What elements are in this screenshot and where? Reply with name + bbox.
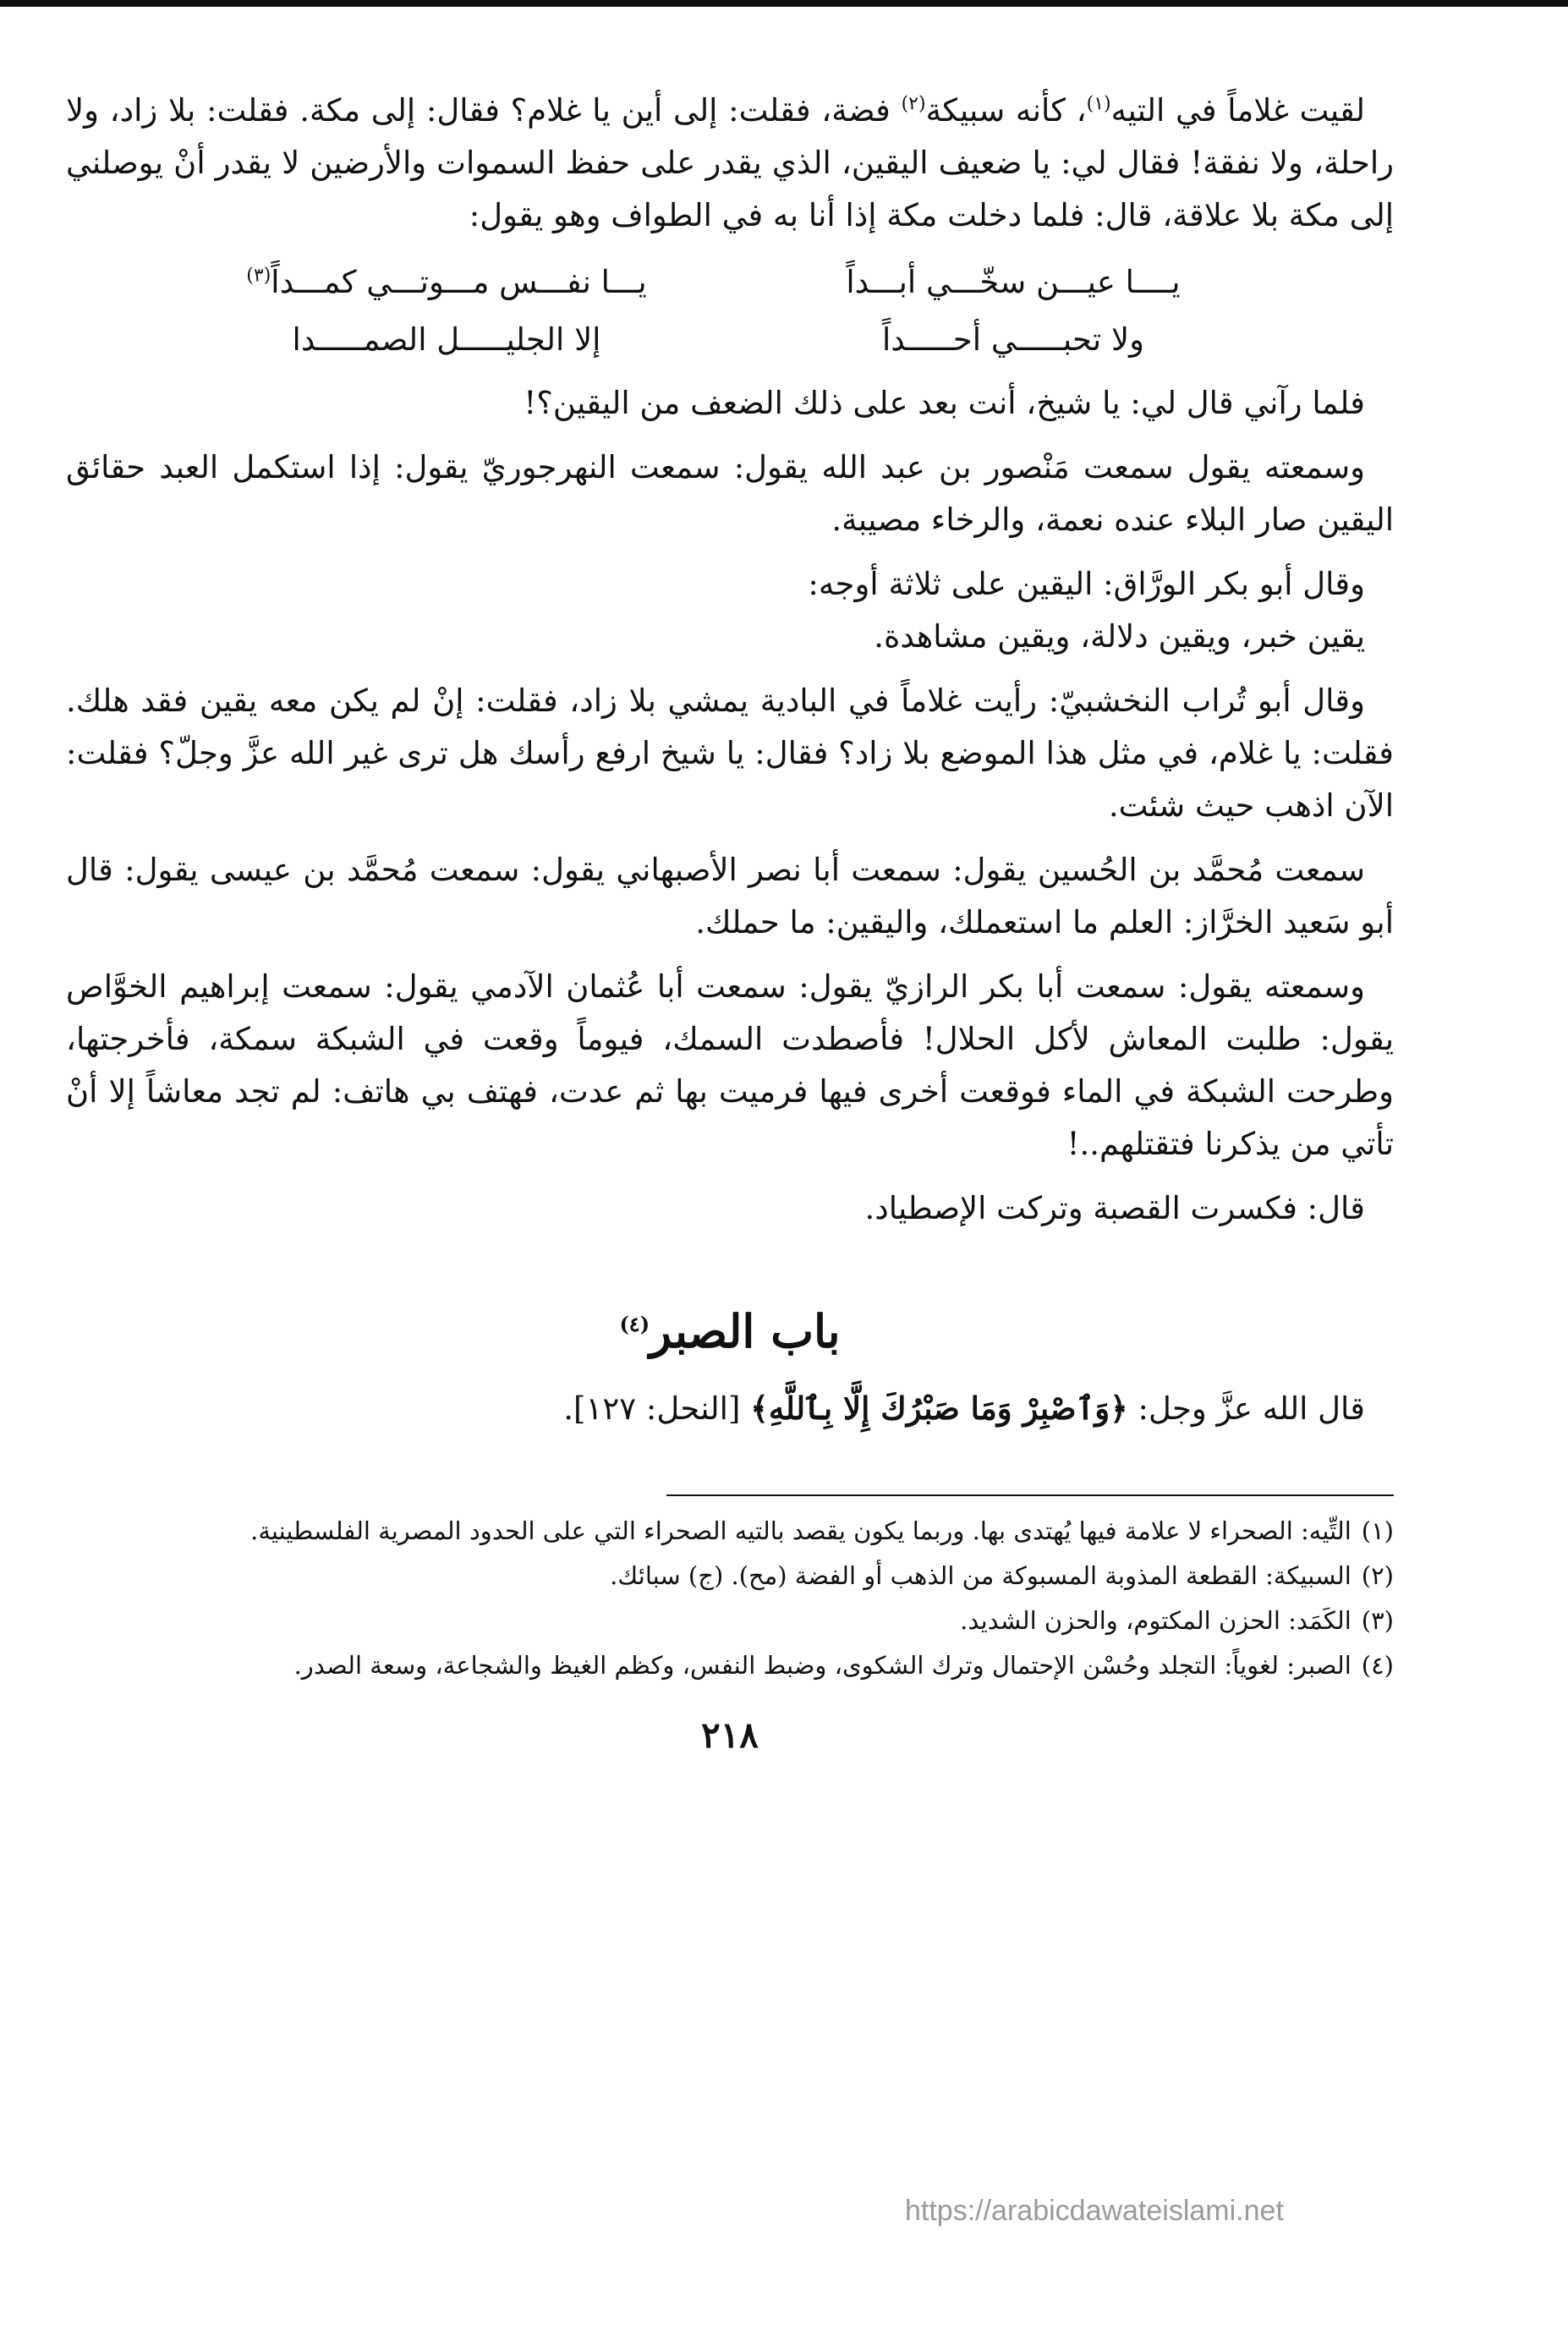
body-paragraph: قال: فكسرت القصبة وتركت الإصطياد. (864, 1190, 1365, 1226)
footnote-ref-1: (١) (1086, 93, 1111, 115)
verse-first-hemistich: ولا تحبـــــي أحـــــداً (882, 321, 1144, 358)
verse-first-hemistich: يــــا عيـــن سخّـــي أبـــداً (846, 264, 1181, 300)
footnote-number: (٣) (1361, 1606, 1394, 1635)
book-page (66, 85, 1394, 1756)
footnote-item (66, 1646, 1394, 1686)
footnote-ref-2: (٢) (901, 93, 926, 115)
watermark-url: https://arabicdawateislami.net (905, 2195, 1284, 2227)
chapter-heading (66, 1297, 1394, 1365)
opening-text-3: فضة، فقلت: إلى أين يا غلام؟ فقال: إلى مكة. فقلت: بلا زاد، ولا راحلة، ولا نفقة! فقال لي: يا ضعيف اليقين، الذي يقدر على حفظ السموات والأرضين لا يقدر أنْ يوصلني إلى مكة بلا علاقة، قال: فلما دخلت مكة إذا أنا به في الطواف وهو يقول: (66, 92, 1394, 233)
body-paragraph: فلما رآني قال لي: يا شيخ، أنت بعد على ذلك الضعف من اليقين؟! (524, 385, 1365, 421)
footnotes-section (66, 1511, 1394, 1686)
hemistich-text: يـــا نفـــس مـــوتـــي كمـــداً (271, 264, 647, 300)
quran-verse: ﴿وَٱصْبِرْ وَمَا صَبْرُكَ إِلَّا بِٱللَّهِ﴾ (750, 1390, 1128, 1427)
quran-intro: قال الله عزَّ وجل: (1127, 1390, 1365, 1427)
footnote-item (66, 1511, 1394, 1551)
body-paragraph: وسمعته يقول: سمعت أبا بكر الرازيّ يقول: سمعت أبا عُثمان الآدمي يقول: سمعت إبراهيم الخوَّاص يقول: طلبت المعاش لأكل الحلال! فأصطدت السمك، فيوماً وقعت في الشبكة سمكة، فأخرجتها، وطرحت الشبكة في الماء فوقعت أخرى فيها فرميت بها ثم عدت، فهتف بي هاتف: لم تجد معاشاً إلا أنْ تأتي من يذكرنا فتقتلهم..! (66, 968, 1394, 1162)
poem-verse (210, 311, 1250, 369)
footnote-text: الصبر: لغوياً: التجلد وحُسْن الإحتمال وترك الشكوى، وضبط النفس، وكظم الغيظ والشجاعة، وسعة الصدر. (293, 1651, 1351, 1680)
poem-verse (210, 254, 1250, 311)
verse-second-hemistich: إلا الجليـــــل الصمـــــدا (292, 321, 601, 358)
body-paragraph: وسمعته يقول سمعت مَنْصور بن عبد الله يقول: سمعت النهرجوريّ يقول: إذا استكمل العبد حقائق اليقين صار البلاء عنده نعمة، والرخاء مصيبة. (66, 449, 1394, 538)
poem-block (210, 254, 1250, 369)
verse-second-hemistich (210, 254, 683, 311)
quran-reference: [النحل: ١٢٧]. (563, 1390, 751, 1427)
footnote-text: الكَمَد: الحزن المكتوم، والحزن الشديد. (960, 1606, 1351, 1635)
chapter-title-text: باب الصبر (650, 1304, 841, 1358)
page-number: ٢١٨ (701, 1714, 759, 1756)
footnote-separator (666, 1494, 1394, 1496)
opening-text-2: ، كأنه سبيكة (925, 92, 1087, 129)
footnote-text: التِّيه: الصحراء لا علامة فيها يُهتدى بها. وربما يكون يقصد بالتيه الصحراء التي على الحدود المصرية الفلسطينية. (250, 1516, 1351, 1545)
body-paragraph: سمعت مُحمَّد بن الحُسين يقول: سمعت أبا نصر الأصبهاني يقول: سمعت مُحمَّد بن عيسى يقول: قال أبو سَعيد الخرَّاز: العلم ما استعملك، واليقين: ما حملك. (66, 852, 1394, 940)
footnote-ref-3: (٣) (246, 265, 271, 287)
top-border-line (0, 0, 1568, 7)
footnote-text: السبيكة: القطعة المذوبة المسبوكة من الذهب أو الفضة (مح). (ج) سبائك. (610, 1561, 1351, 1590)
body-paragraph: وقال أبو بكر الورَّاق: اليقين على ثلاثة أوجه: (808, 566, 1365, 602)
footnote-item (66, 1556, 1394, 1596)
quran-citation (66, 1382, 1394, 1435)
footnote-number: (٢) (1361, 1561, 1394, 1590)
body-paragraph: يقين خبر، ويقين دلالة، ويقين مشاهدة. (874, 618, 1365, 655)
body-paragraph: وقال أبو تُراب النخشبيّ: رأيت غلاماً في البادية يمشي بلا زاد، فقلت: إنْ لم يكن معه يقين فقد هلك. فقلت: يا غلام، في مثل هذا الموضع بلا زاد؟ فقال: يا شيخ ارفع رأسك هل ترى غير الله عزَّ وجلّ؟ فقلت: الآن اذهب حيث شئت. (66, 683, 1394, 824)
opening-paragraph (66, 85, 1394, 242)
footnote-ref-4: (٤) (619, 1312, 650, 1336)
footnote-number: (٤) (1361, 1651, 1394, 1680)
opening-text-1: لقيت غلاماً في التيه (1110, 92, 1365, 129)
footnote-item (66, 1601, 1394, 1641)
footnote-number: (١) (1361, 1516, 1394, 1545)
